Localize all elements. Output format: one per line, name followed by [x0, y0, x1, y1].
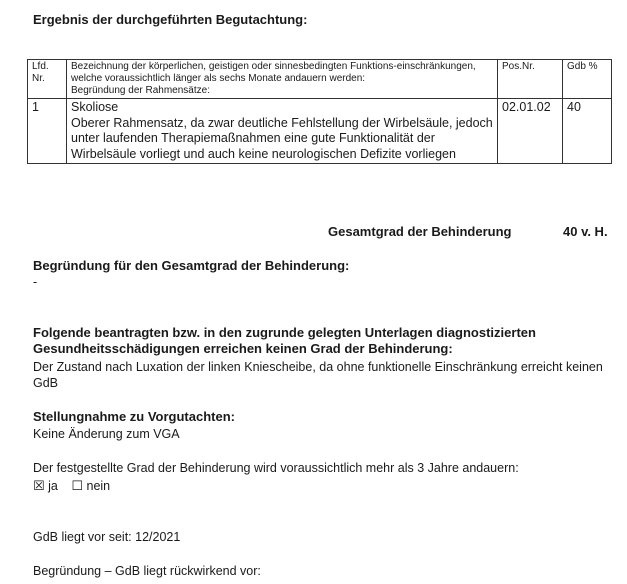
dauer-question: Der festgestellte Grad der Behinderung wird voraussichtlich mehr als 3 Jahre andauern:	[33, 461, 519, 475]
cell-nr: 1	[28, 99, 67, 164]
header-bezeichnung-text: Bezeichnung der körperlichen, geistigen oder sinnesbedingten Funktions-einschränkungen, welche voraussichtlich länger als sechs Monate andauern werden:	[71, 61, 476, 84]
assessment-table	[27, 59, 612, 164]
checkbox-nein[interactable]	[71, 479, 110, 493]
gesamtgrad-value: 40 v. H.	[563, 224, 608, 239]
nicht-erreichend-title: Folgende beantragten bzw. in den zugrunde gelegten Unterlagen diagnostizierten Gesundheitsschädigungen erreichen keinen Grad der Behinderung:	[33, 325, 536, 356]
header-begruendung-hint: Begründung der Rahmensätze:	[71, 85, 210, 96]
cell-title: Skoliose	[71, 100, 119, 114]
unchecked-box-icon: ☐	[71, 478, 84, 493]
vorgutachten-text: Keine Änderung zum VGA	[33, 427, 180, 441]
vorgutachten-title: Stellungnahme zu Vorgutachten:	[33, 409, 235, 424]
cell-pos: 02.01.02	[498, 99, 563, 164]
begruendung-gesamtgrad-title: Begründung für den Gesamtgrad der Behinderung:	[33, 258, 350, 273]
header-gdb: Gdb %	[563, 60, 612, 99]
cell-bezeichnung	[67, 99, 498, 164]
rueckwirkend-label: Begründung – GdB liegt rückwirkend vor:	[33, 564, 261, 578]
gdb-seit: GdB liegt vor seit: 12/2021	[33, 530, 181, 544]
table-row	[28, 99, 612, 164]
header-bezeichnung	[67, 60, 498, 99]
begruendung-gesamtgrad-text: -	[33, 275, 38, 289]
checkbox-ja[interactable]	[33, 479, 61, 493]
cell-gdb: 40	[563, 99, 612, 164]
header-lfd-nr: Lfd. Nr.	[28, 60, 67, 99]
gesamtgrad-label: Gesamtgrad der Behinderung	[328, 224, 512, 239]
cell-description: Oberer Rahmensatz, da zwar deutliche Fehlstellung der Wirbelsäule, jedoch unter laufenden Therapiemaßnahmen eine gute Funktionalität der Wirbelsäule vorliegt und auch keine neurologischen Defizite vorliegen	[71, 115, 493, 161]
page-heading: Ergebnis der durchgeführten Begutachtung:	[33, 12, 308, 27]
checkbox-nein-label: nein	[86, 479, 111, 493]
checked-box-icon: ☒	[33, 478, 45, 493]
header-pos-nr: Pos.Nr.	[498, 60, 563, 99]
table-header-row	[28, 60, 612, 99]
dauer-options	[33, 478, 110, 494]
checkbox-ja-label: ja	[48, 479, 58, 493]
nicht-erreichend-text: Der Zustand nach Luxation der linken Kniescheibe, da ohne funktionelle Einschränkung erreicht keinen GdB	[33, 360, 603, 390]
